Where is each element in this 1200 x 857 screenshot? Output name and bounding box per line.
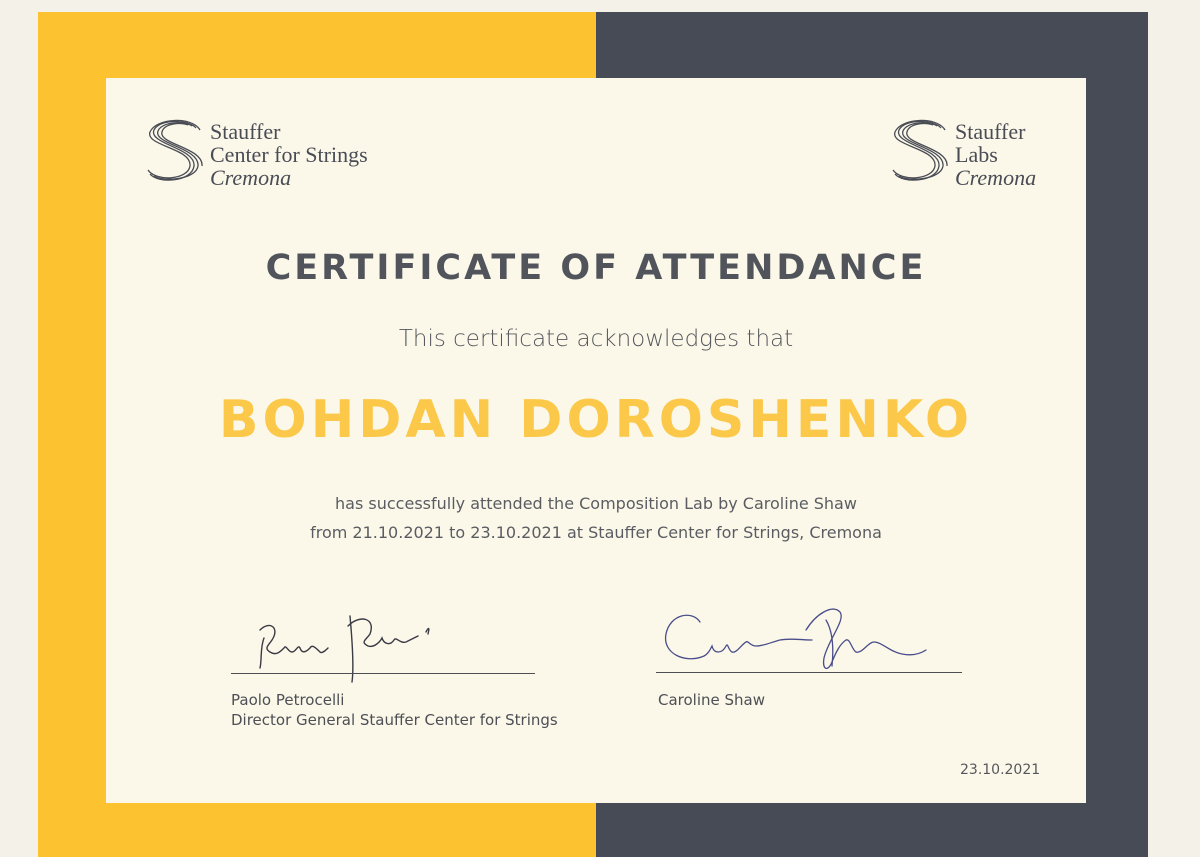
attendance-statement: has successfully attended the Composition Lab by Caroline Shaw bbox=[335, 494, 857, 513]
logo-right-line1: Stauffer bbox=[955, 119, 1026, 144]
logo-right-line2: Labs bbox=[955, 142, 998, 167]
left-signature-line bbox=[231, 673, 535, 674]
petrocelli-signature bbox=[250, 608, 470, 686]
recipient-name: BOHDAN DOROSHENKO bbox=[218, 390, 974, 450]
stauffer-center-logo bbox=[146, 118, 368, 189]
shaw-signature bbox=[656, 600, 946, 680]
logo-left-line1: Stauffer bbox=[210, 119, 281, 144]
right-signature-line bbox=[656, 672, 962, 673]
left-signatory-role: Director General Stauffer Center for Strings bbox=[231, 711, 558, 729]
issue-date: 23.10.2021 bbox=[960, 762, 1041, 778]
stauffer-s-icon bbox=[891, 118, 949, 184]
left-signatory-name: Paolo Petrocelli bbox=[231, 691, 345, 709]
logo-left-line3: Cremona bbox=[210, 165, 292, 190]
certificate-title: CERTIFICATE OF ATTENDANCE bbox=[265, 248, 927, 288]
logo-left-line2: Center for Strings bbox=[210, 142, 368, 167]
certificate-subtitle: This certificate acknowledges that bbox=[398, 326, 794, 352]
logo-right-line3: Cremona bbox=[955, 165, 1037, 190]
stauffer-s-icon bbox=[146, 118, 204, 184]
right-signatory-name: Caroline Shaw bbox=[658, 691, 766, 709]
stauffer-labs-logo bbox=[891, 118, 1036, 189]
attendance-dates: from 21.10.2021 to 23.10.2021 at Stauffer Center for Strings, Cremona bbox=[310, 523, 882, 542]
